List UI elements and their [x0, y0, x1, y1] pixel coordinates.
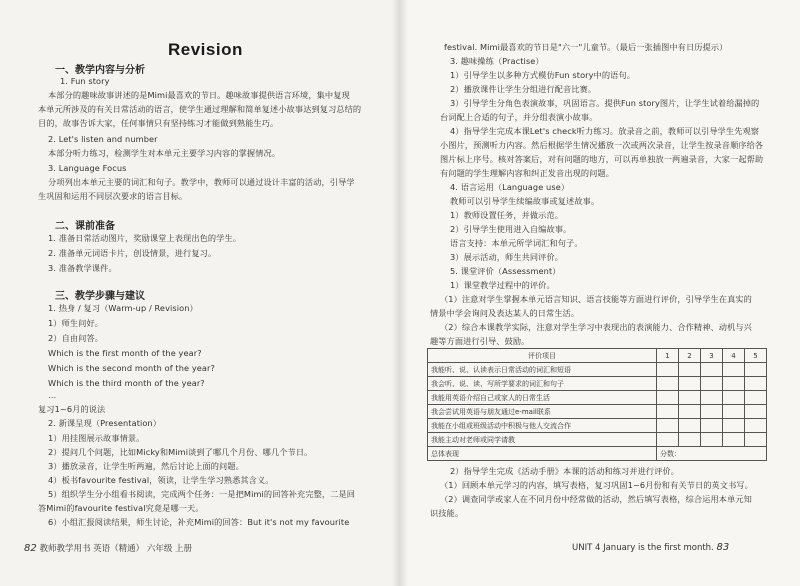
body-line: 有问题的学生理解内容和纠正发音出现的问题。 — [440, 168, 615, 178]
section3-line: 2）自由问答。 — [48, 333, 104, 343]
score-cell[interactable] — [723, 363, 745, 377]
score-cell[interactable] — [657, 405, 679, 419]
body-line: （2）调查同学或家人在不同月份中经常做的活动，然后填写表格，综合运用本单元知 — [440, 494, 752, 504]
section1-heading: 一、教学内容与分析 — [55, 65, 145, 76]
body-line: 3）展示活动，师生共同评价。 — [450, 252, 564, 262]
score-cell[interactable] — [745, 433, 767, 447]
unit-label: UNIT 4 — [572, 543, 601, 553]
score-cell[interactable] — [745, 405, 767, 419]
right-footer — [572, 542, 729, 553]
body-line: 情景中学会询问及表达某人的日常生活。 — [430, 308, 580, 318]
score-column-header: 3 — [701, 349, 723, 363]
page-number: 83 — [716, 542, 730, 553]
body-line: festival. Mimi最喜欢的节日是"六一"儿童节。（最后一张插图中有日历提示） — [444, 42, 728, 52]
body-line: 2）引导学生使用进入自编故事。 — [450, 224, 572, 234]
score-cell[interactable] — [745, 391, 767, 405]
score-cell[interactable] — [701, 391, 723, 405]
section3-line: … — [48, 390, 57, 400]
table-header-item: 评价项目 — [428, 349, 657, 363]
section3-line: 复习1~6月的说法 — [38, 404, 106, 414]
score-cell[interactable] — [679, 377, 701, 391]
score-cell[interactable] — [657, 433, 679, 447]
table-total-row — [428, 447, 767, 461]
section1-line: 2. Let's listen and number — [48, 134, 158, 144]
section1-line: 本单元所涉及的有关日常活动的语言，使学生通过理解和简单复述小故事达到复习总结的 — [38, 104, 362, 114]
assessment-table — [427, 348, 767, 461]
section3-heading: 三、教学步骤与建议 — [55, 291, 145, 302]
section3-line: 1）师生问好。 — [48, 318, 104, 328]
section3-line: 3）播放录音，让学生听两遍，然后讨论上面的问题。 — [48, 461, 244, 471]
score-cell[interactable] — [723, 433, 745, 447]
score-column-header: 5 — [745, 349, 767, 363]
section1-line: 目的，故事告诉大家，任何事情只有坚持练习才能做到熟能生巧。 — [38, 118, 279, 128]
body-line: 台词配上合适的句子，并分组表演小故事。 — [440, 112, 598, 122]
table-row-label: 我会尝试用英语与朋友通过e-mail联系 — [428, 405, 657, 419]
score-cell[interactable] — [745, 363, 767, 377]
section1-line: 本部分听力练习，检测学生对本单元主要学习内容的掌握情况。 — [48, 148, 281, 158]
score-cell[interactable] — [723, 377, 745, 391]
body-line: 趣等方面进行引导、鼓励。 — [430, 336, 530, 346]
body-line: 4. 语言运用（Language use） — [450, 182, 570, 192]
table-header-row — [428, 349, 767, 363]
unit-title: January is the first month. — [603, 543, 714, 553]
section3-line: Which is the second month of the year? — [48, 363, 215, 373]
table-row-label: 我能听、说、认读表示日常活动的词汇和短语 — [428, 363, 657, 377]
table-row — [428, 363, 767, 377]
score-cell[interactable] — [679, 433, 701, 447]
score-cell[interactable] — [701, 405, 723, 419]
score-cell[interactable] — [679, 391, 701, 405]
table-row — [428, 405, 767, 419]
section3-line: 5）组织学生分小组看书阅读，完成两个任务：一是把Mimi的回答补充完整，二是回 — [48, 489, 356, 499]
table-row — [428, 433, 767, 447]
section3-line: 2）提问几个问题，比如Micky和Mimi谈到了哪几个月份、哪几个节日。 — [48, 447, 313, 457]
score-cell[interactable] — [701, 419, 723, 433]
section2-line: 1. 准备日常活动图片，奖励课堂上表现出色的学生。 — [48, 233, 242, 243]
section3-line: 1. 热身 / 复习（Warm-up / Revision） — [48, 303, 198, 313]
body-line: 2）指导学生完成《活动手册》本课的活动和练习并进行评价。 — [450, 466, 680, 476]
section3-line: Which is the first month of the year? — [48, 348, 202, 358]
table-row — [428, 419, 767, 433]
body-line: 1）教师设置任务，并做示范。 — [450, 210, 564, 220]
section3-line: 1）用挂图展示故事情景。 — [48, 433, 145, 443]
table-row — [428, 391, 767, 405]
table-row-label: 我能主动对老师或同学请教 — [428, 433, 657, 447]
score-cell[interactable] — [657, 419, 679, 433]
book-spine — [392, 0, 408, 586]
body-line: （1）回顾本单元学习的内容，填写表格，复习巩固1~6月份和有关节日的英文书写。 — [440, 480, 753, 490]
score-cell[interactable] — [657, 377, 679, 391]
total-label: 总体表现 — [428, 447, 657, 461]
score-cell[interactable] — [723, 419, 745, 433]
table-row — [428, 377, 767, 391]
table-row-label: 我会听、说、读、写所学要求的词汇和句子 — [428, 377, 657, 391]
score-cell[interactable] — [679, 419, 701, 433]
section1-line: 分项列出本单元主要的词汇和句子。教学中，教师可以通过设计丰富的活动，引导学 — [48, 177, 355, 187]
body-line: 1）引导学生以多种方式模仿Fun story中的语句。 — [450, 70, 636, 80]
section1-line: 本部分的趣味故事讲述的是Mimi最喜欢的节日。趣味故事提供语言环境，集中复现 — [48, 90, 350, 100]
score-column-header: 2 — [679, 349, 701, 363]
section3-line: 2. 新课呈现（Presentation） — [48, 418, 162, 428]
section1-line: 生巩固和运用不同层次要求的语言目标。 — [38, 191, 188, 201]
body-line: 3）引导学生分角色表演故事，巩固语言。提供Fun story图片，让学生试着给漏掉的 — [450, 98, 760, 108]
right-page — [400, 0, 800, 586]
section3-line: Which is the third month of the year? — [48, 378, 205, 388]
score-cell[interactable] — [701, 433, 723, 447]
body-line: 3. 趣味操练（Practise） — [450, 56, 544, 66]
section2-line: 3. 准备教学课件。 — [48, 263, 117, 273]
body-line: 识技能。 — [430, 508, 464, 518]
body-line: 2）播放课件让学生分组进行配音比赛。 — [450, 84, 597, 94]
body-line: （2）综合本课教学实际，注意对学生学习中表现出的表演能力、合作精神、动机与兴 — [440, 322, 752, 332]
score-cell[interactable] — [679, 405, 701, 419]
section1-line: 3. Language Focus — [48, 163, 127, 173]
table-row-label: 我能用英语介绍自己或家人的日常生活 — [428, 391, 657, 405]
body-line: 小图片，预测听力内容。然后根据学生情况播放一次或两次录音，让学生按录音顺序给各 — [440, 140, 764, 150]
body-line: 4）指导学生完成本课Let's check听力练习。放录音之前，教师可以引导学生先观察 — [450, 126, 760, 136]
page-title: Revision — [168, 40, 243, 59]
score-cell[interactable] — [723, 391, 745, 405]
score-column-header: 4 — [723, 349, 745, 363]
left-footer — [24, 542, 192, 554]
score-cell[interactable] — [723, 405, 745, 419]
score-cell[interactable] — [679, 363, 701, 377]
section2-line: 2. 准备单元词语卡片，创设情景，进行复习。 — [48, 248, 217, 258]
body-line: （1）注意对学生掌握本单元语言知识、语言技能等方面进行评价，引导学生在真实的 — [440, 294, 752, 304]
section3-line: 答Mimi的favourite festival究竟是哪一天。 — [38, 503, 204, 513]
score-cell[interactable] — [657, 391, 679, 405]
score-cell[interactable] — [657, 363, 679, 377]
table-row-label: 我能在小组或班级活动中积极与他人交流合作 — [428, 419, 657, 433]
score-cell[interactable] — [701, 377, 723, 391]
section2-heading: 二、课前准备 — [55, 221, 115, 232]
body-line: 语言支持：本单元所学词汇和句子。 — [450, 238, 583, 248]
section3-line: 4）板书favourite festival，领读，让学生学习熟悉其含义。 — [48, 475, 274, 485]
score-cell[interactable] — [745, 377, 767, 391]
body-line: 5. 课堂评价（Assessment） — [450, 266, 561, 276]
section3-line: 6）小组汇报阅读结果，师生讨论，补充Mimi的回答：But it's not my favourite — [48, 517, 350, 527]
score-field[interactable]: 分数： — [657, 447, 767, 461]
score-cell[interactable] — [701, 363, 723, 377]
score-cell[interactable] — [745, 419, 767, 433]
body-line: 图片标上序号。核对答案后，对有问题的地方，可以再单独放一两遍录音，大家一起帮助 — [440, 154, 764, 164]
page-number: 82 — [24, 543, 37, 554]
section1-line: 1. Fun story — [60, 76, 110, 86]
body-line: 1）课堂教学过程中的评价。 — [450, 280, 555, 290]
score-column-header: 1 — [657, 349, 679, 363]
book-title: 教师教学用书 英语（精通） 六年级 上册 — [39, 544, 193, 554]
body-line: 教师可以引导学生续编故事或复述故事。 — [450, 196, 600, 206]
